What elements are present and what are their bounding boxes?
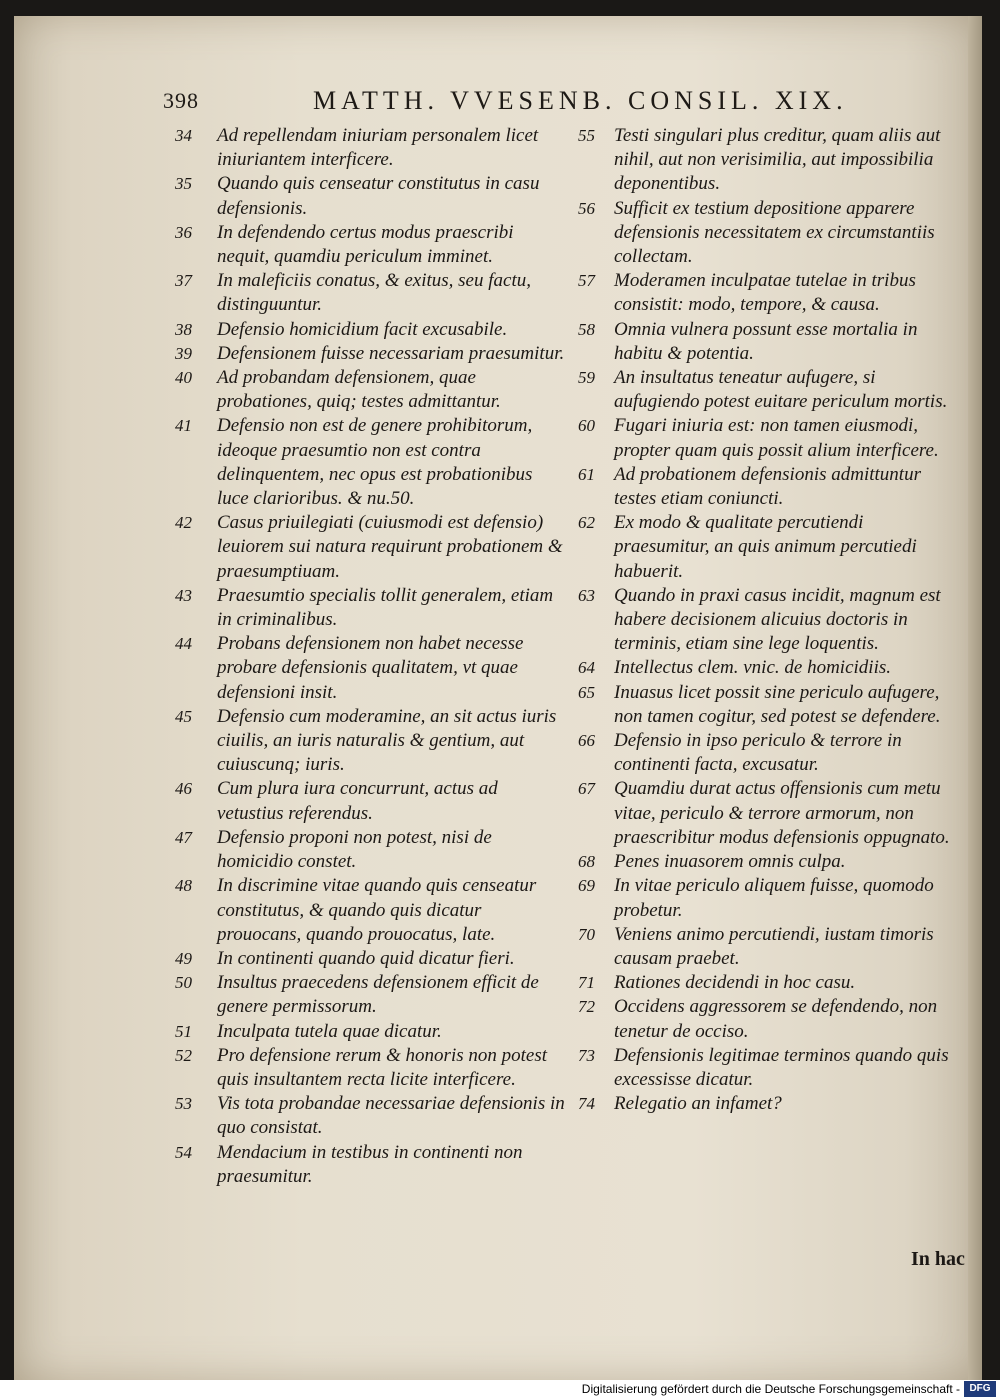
summary-entry <box>578 850 962 874</box>
entry-text: Omnia vulnera possunt esse mortalia in habitu & potentia. <box>614 318 918 364</box>
summary-entry <box>175 1141 567 1189</box>
summary-entry <box>175 1020 567 1044</box>
summary-entry <box>175 318 567 342</box>
entry-text: An insultatus teneatur aufugere, si aufugiendo potest euitare periculum mortis. <box>614 367 948 413</box>
entry-text: Ex modo & qualitate percutiendi praesumitur, an quis animum percutiedi habuerit. <box>614 512 917 582</box>
entry-number: 38 <box>175 319 192 339</box>
entry-text: Rationes decidendi in hoc casu. <box>614 972 856 994</box>
entry-text: Vis tota probandae necessariae defensionis in quo consistat. <box>217 1093 565 1139</box>
summary-entry <box>175 874 567 947</box>
entry-text: Probans defensionem non habet necesse probare defensionis qualitatem, vt quae defensioni insit. <box>217 633 524 703</box>
entry-text: Inuasus licet possit sine periculo aufugere, non tamen cogitur, sed potest se defendere. <box>614 681 941 727</box>
entry-number: 59 <box>578 368 595 388</box>
summary-entry <box>175 124 567 172</box>
entry-text: Moderamen inculpatae tutelae in tribus consistit: modo, tempore, & causa. <box>614 270 916 316</box>
entry-number: 56 <box>578 198 595 218</box>
catchword: In hac <box>911 1248 965 1270</box>
entry-number: 62 <box>578 513 595 533</box>
footer-bar <box>0 1380 1000 1399</box>
entry-number: 43 <box>175 585 192 605</box>
page-edge <box>968 16 982 1380</box>
entry-number: 65 <box>578 682 595 702</box>
summary-entry <box>175 826 567 874</box>
entry-number: 63 <box>578 585 595 605</box>
entry-number: 70 <box>578 924 595 944</box>
entry-text: Defensio in ipso periculo & terrore in continenti facta, excusatur. <box>614 730 902 776</box>
summary-entry <box>578 971 962 995</box>
entry-number: 46 <box>175 779 192 799</box>
entry-text: Defensio cum moderamine, an sit actus iuris ciuilis, an iuris naturalis & gentium, aut cuiuscunq; iuris. <box>217 705 557 776</box>
summary-entry <box>175 584 567 632</box>
summary-entry <box>578 584 962 657</box>
entry-number: 52 <box>175 1045 192 1065</box>
summary-entry <box>175 1092 567 1140</box>
entry-number: 44 <box>175 634 192 654</box>
summary-entry <box>578 366 962 414</box>
summary-entry <box>175 221 567 269</box>
entry-number: 49 <box>175 948 192 968</box>
summary-entry <box>175 414 567 511</box>
entry-number: 74 <box>578 1094 595 1114</box>
entry-text: Occidens aggressorem se defendendo, non tenetur de occiso. <box>614 996 938 1042</box>
entry-number: 73 <box>578 1045 595 1065</box>
entry-number: 42 <box>175 513 192 533</box>
entry-text: Fugari iniuria est: non tamen eiusmodi, propter quam quis possit alium interficere. <box>614 415 939 461</box>
summary-entry <box>578 463 962 511</box>
entry-text: Defensio proponi non potest, nisi de homicidio constet. <box>217 826 492 873</box>
entry-number: 53 <box>175 1094 192 1114</box>
entry-number: 57 <box>578 271 595 291</box>
entry-text: In discrimine vitae quando quis censeatur constitutus, & quando quis dicatur prouocans, quando prouocatus, late. <box>217 875 537 945</box>
summary-entry <box>578 511 962 584</box>
entry-text: In defendendo certus modus praescribi nequit, quamdiu periculum imminet. <box>217 221 514 268</box>
entry-text: Testi singulari plus creditur, quam aliis aut nihil, aut non verisimilia, aut impossibilia deponentibus. <box>614 125 941 195</box>
summary-entry <box>175 342 567 366</box>
entry-number: 68 <box>578 852 595 872</box>
entry-text: Cum plura iura concurrunt, actus ad vetustius referendus. <box>217 778 498 824</box>
summary-entry <box>578 923 962 971</box>
entry-number: 40 <box>175 368 192 388</box>
summary-entry <box>578 269 962 317</box>
page-number: 398 <box>163 88 199 113</box>
summary-entry <box>578 1092 962 1116</box>
summary-entry <box>578 197 962 270</box>
entry-number: 54 <box>175 1142 192 1162</box>
summary-entry <box>175 705 567 778</box>
summary-entry <box>578 656 962 680</box>
summary-entry <box>175 971 567 1019</box>
summary-entry <box>175 511 567 584</box>
entry-text: Casus priuilegiati (cuiusmodi est defensio) leuiorem sui natura requirunt probationem & praesumptiuam. <box>217 512 563 582</box>
entry-number: 58 <box>578 319 595 339</box>
summary-entry <box>578 414 962 462</box>
entry-text: Ad probandam defensionem, quae probationes, quiq; testes admittantur. <box>217 367 501 413</box>
entry-number: 48 <box>175 876 192 896</box>
entry-number: 50 <box>175 973 192 993</box>
entry-number: 37 <box>175 271 192 291</box>
summary-entry <box>578 1044 962 1092</box>
entry-text: Defensio non est de genere prohibitorum, ideoque praesumtio non est contra delinquentem, nec opus est probationibus luce clarioribus. & nu.50. <box>217 415 533 510</box>
entry-text: Praesumtio specialis tollit generalem, etiam in criminalibus. <box>217 584 554 631</box>
entry-number: 39 <box>175 343 192 363</box>
entry-text: In continenti quando quid dicatur fieri. <box>217 947 515 969</box>
entry-text: Intellectus clem. vnic. de homicidiis. <box>614 657 891 679</box>
entry-number: 35 <box>175 174 192 194</box>
page-header <box>163 76 963 116</box>
entry-number: 51 <box>175 1021 192 1041</box>
summary-entry <box>175 269 567 317</box>
entry-number: 72 <box>578 997 595 1017</box>
entry-text: Defensionis legitimae terminos quando quis excessisse dicatur. <box>614 1044 949 1090</box>
summary-entry <box>175 777 567 825</box>
entry-text: Relegatio an infamet? <box>614 1093 782 1115</box>
entry-number: 36 <box>175 222 192 242</box>
dfg-logo: DFG <box>964 1381 996 1397</box>
summary-entry <box>578 777 962 850</box>
entry-text: In maleficiis conatus, & exitus, seu factu, distinguuntur. <box>217 270 531 316</box>
entry-number: 55 <box>578 126 595 145</box>
entry-text: Quando quis censeatur constitutus in casu defensionis. <box>217 173 540 219</box>
entry-text: In vitae periculo aliquem fuisse, quomodo probetur. <box>614 875 934 921</box>
entry-text: Penes inuasorem omnis culpa. <box>614 851 846 873</box>
entry-text: Ad probationem defensionis admittuntur testes etiam coniuncti. <box>614 463 921 510</box>
funding-credit: Digitalisierung gefördert durch die Deutsche Forschungsgemeinschaft - <box>581 1382 960 1396</box>
running-title: MATTH. VVESENB. CONSIL. XIX. <box>313 86 848 115</box>
summary-entry <box>578 681 962 729</box>
entry-number: 66 <box>578 731 595 751</box>
entry-text: Quando in praxi casus incidit, magnum est habere decisionem alicuius doctoris in terminis, etiam sine lege loquentis. <box>614 584 941 655</box>
entry-text: Veniens animo percutiendi, iustam timoris causam praebet. <box>614 923 934 969</box>
summary-entry <box>578 995 962 1043</box>
entry-number: 60 <box>578 416 595 436</box>
summary-column-right <box>578 124 962 1116</box>
summary-entry <box>175 632 567 705</box>
entry-number: 34 <box>175 126 192 145</box>
entry-number: 64 <box>578 658 595 678</box>
entry-number: 41 <box>175 416 192 436</box>
summary-entry <box>175 172 567 220</box>
entry-text: Ad repellendam iniuriam personalem licet iniuriantem interficere. <box>217 125 539 171</box>
entry-number: 71 <box>578 973 595 993</box>
entry-text: Mendacium in testibus in continenti non praesumitur. <box>217 1141 523 1187</box>
entry-number: 47 <box>175 827 192 847</box>
entry-text: Quamdiu durat actus offensionis cum metu vitae, periculo & terrore armorum, non praescribitur modus defensionis oppugnato. <box>614 778 950 848</box>
summary-entry <box>175 366 567 414</box>
entry-text: Sufficit ex testium depositione apparere defensionis necessitatem ex circumstantiis collectam. <box>614 197 935 268</box>
entry-number: 67 <box>578 779 595 799</box>
summary-entry <box>578 874 962 922</box>
summary-entry <box>578 318 962 366</box>
entry-text: Insultus praecedens defensionem efficit de genere permissorum. <box>217 972 539 1018</box>
summary-entry <box>578 124 962 197</box>
entry-text: Defensionem fuisse necessariam praesumitur. <box>217 342 565 364</box>
entry-text: Defensio homicidium facit excusabile. <box>217 318 508 340</box>
summary-entry <box>175 1044 567 1092</box>
entry-number: 61 <box>578 464 595 484</box>
entry-number: 45 <box>175 706 192 726</box>
entry-text: Inculpata tutela quae dicatur. <box>217 1020 442 1042</box>
summary-column-left <box>175 124 567 1189</box>
summary-entry <box>578 729 962 777</box>
summary-entry <box>175 947 567 971</box>
entry-number: 69 <box>578 876 595 896</box>
entry-text: Pro defensione rerum & honoris non potest quis insultantem recta licite interficere. <box>217 1044 548 1090</box>
